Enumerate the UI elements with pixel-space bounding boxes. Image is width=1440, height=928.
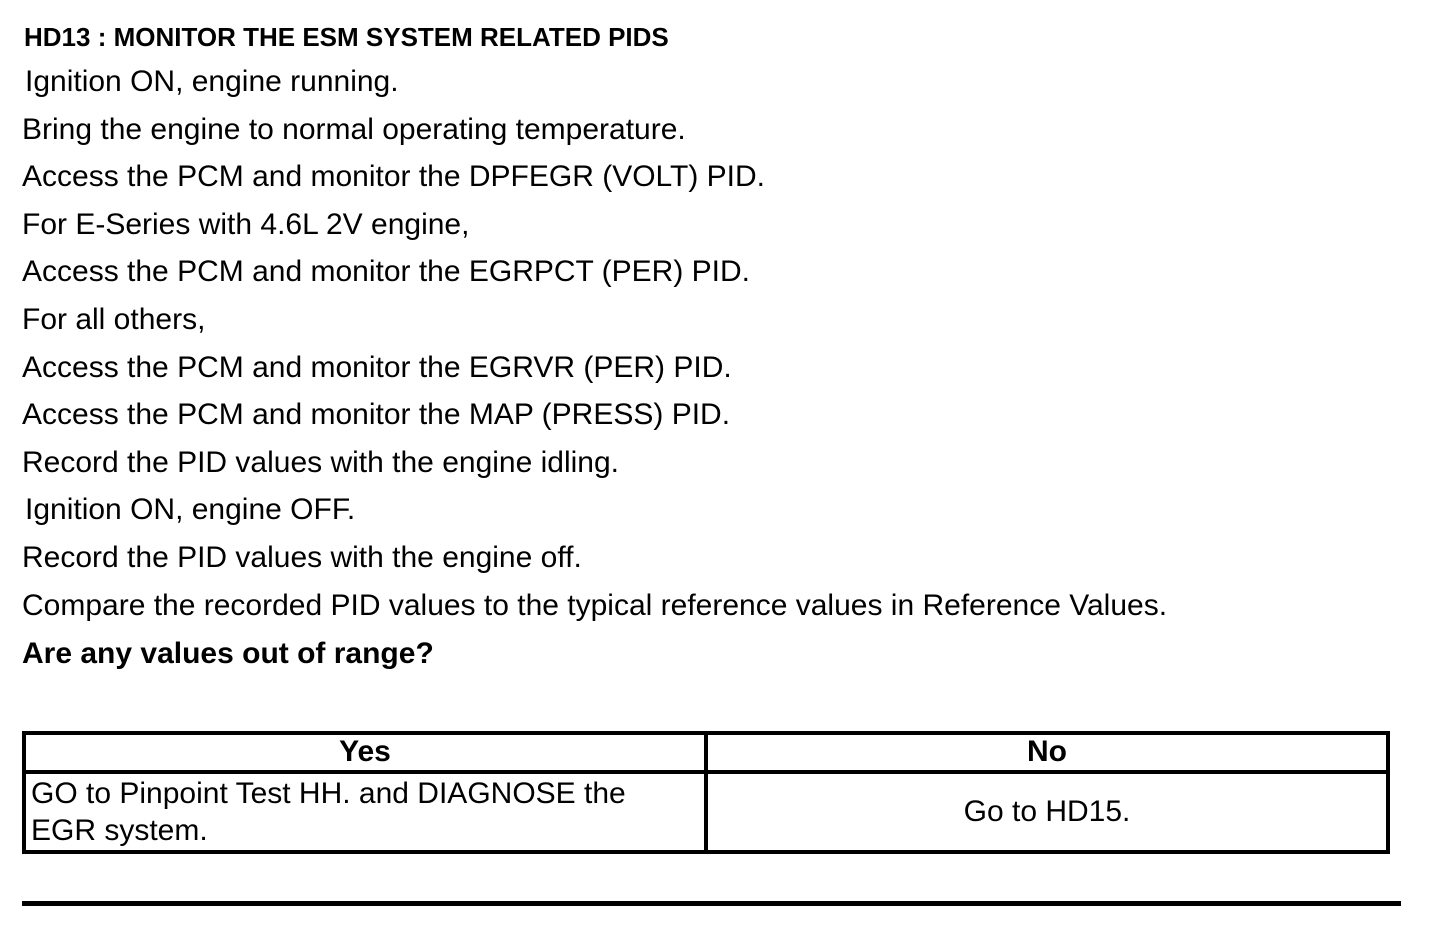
table-header-row xyxy=(24,733,1388,772)
decision-question: Are any values out of range? xyxy=(22,637,434,670)
procedure-step: Ignition ON, engine running. xyxy=(25,65,399,98)
procedure-step: Record the PID values with the engine off. xyxy=(22,540,582,574)
section-divider xyxy=(22,901,1401,906)
procedure-step: For E-Series with 4.6L 2V engine, xyxy=(22,207,470,241)
no-column-header: No xyxy=(706,733,1388,772)
procedure-steps xyxy=(22,58,1167,629)
table-row xyxy=(24,772,1388,852)
result-table xyxy=(22,731,1390,854)
procedure-step: Record the PID values with the engine idling. xyxy=(22,445,620,479)
procedure-step: Bring the engine to normal operating temperature. xyxy=(22,112,686,146)
procedure-step: Access the PCM and monitor the EGRVR (PER) PID. xyxy=(22,350,732,384)
page-title: HD13 : MONITOR THE ESM SYSTEM RELATED PIDS xyxy=(24,22,669,52)
procedure-step: Access the PCM and monitor the MAP (PRESS) PID. xyxy=(22,398,731,432)
procedure-step: Compare the recorded PID values to the typical reference values in Reference Values. xyxy=(22,588,1168,622)
yes-column-header: Yes xyxy=(24,733,706,772)
procedure-step: For all others, xyxy=(22,302,206,336)
no-action-cell: Go to HD15. xyxy=(706,772,1388,852)
procedure-step: Access the PCM and monitor the EGRPCT (PER) PID. xyxy=(22,255,751,289)
procedure-step: Access the PCM and monitor the DPFEGR (VOLT) PID. xyxy=(22,160,765,194)
yes-action-cell: GO to Pinpoint Test HH. and DIAGNOSE the EGR system. xyxy=(24,772,706,852)
procedure-step: Ignition ON, engine OFF. xyxy=(25,493,356,527)
